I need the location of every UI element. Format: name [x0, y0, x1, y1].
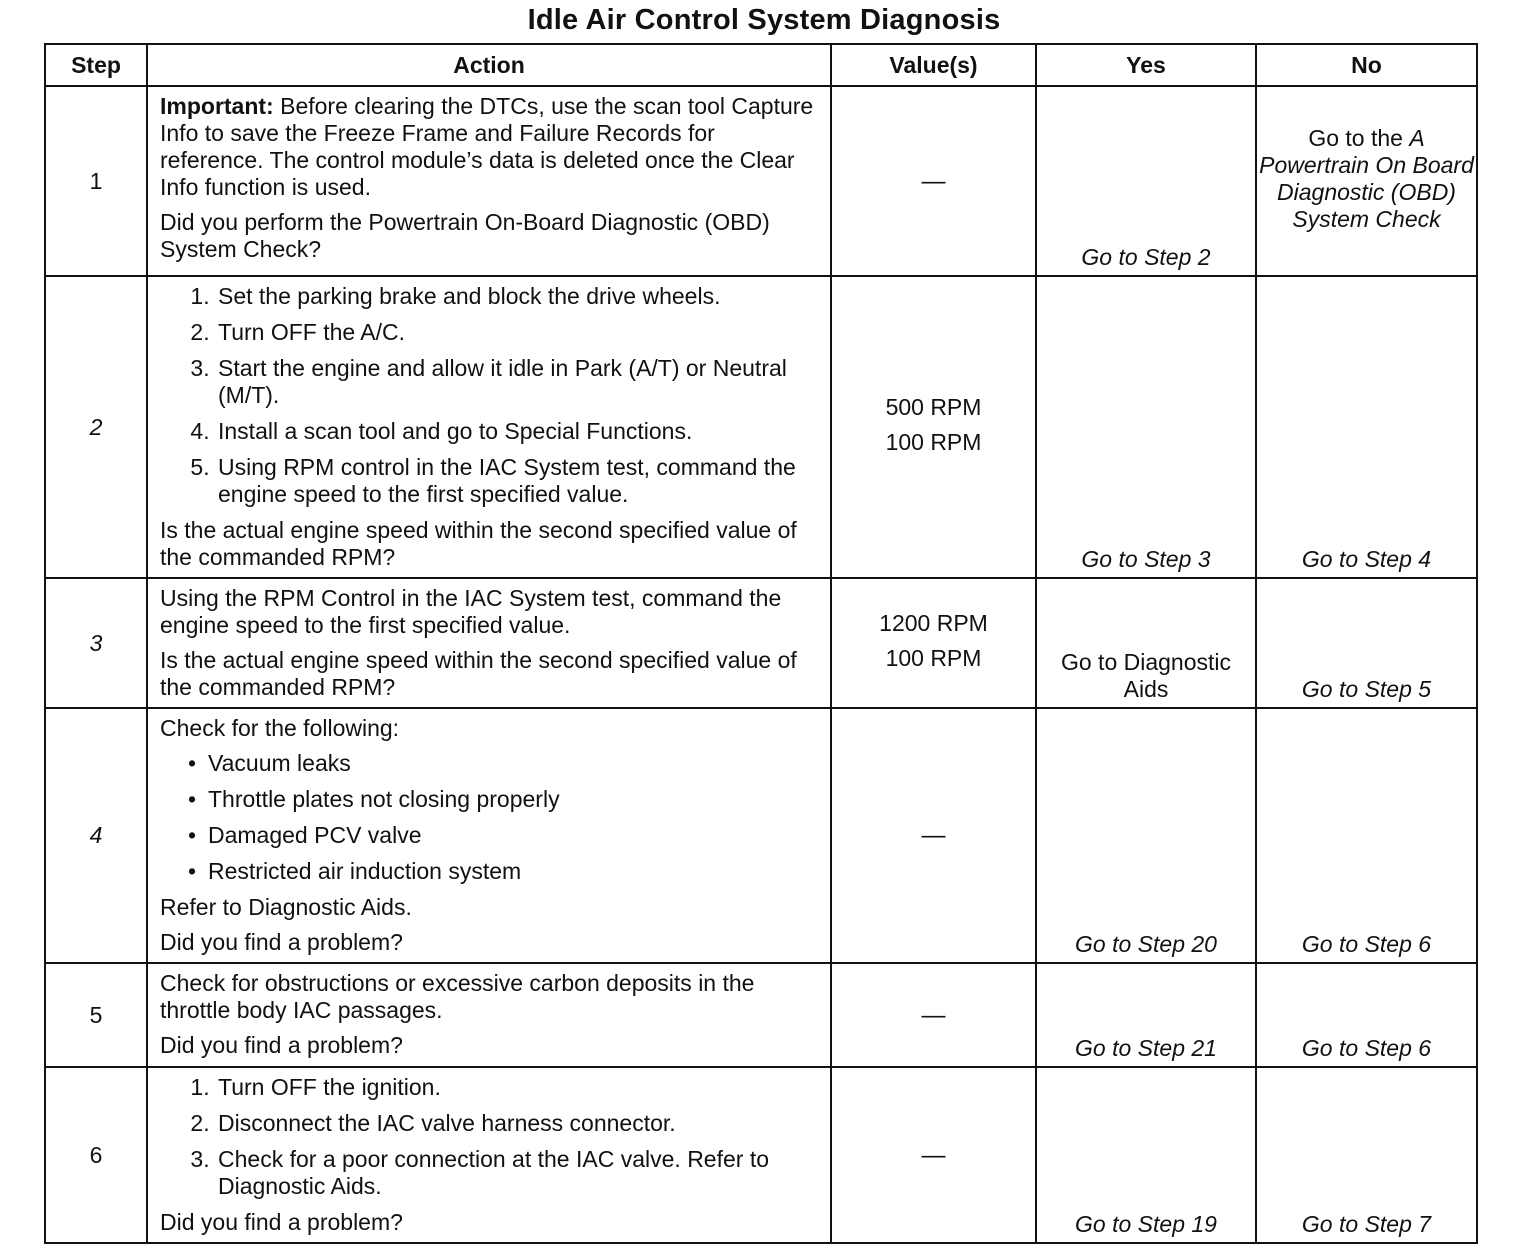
value-dash: — — [921, 1001, 946, 1029]
list-item: • Restricted air induction system — [208, 858, 816, 885]
value-dash: — — [921, 1141, 946, 1169]
header-yes: Yes — [1036, 44, 1256, 86]
important-label: Important: — [160, 93, 274, 119]
yes-cell — [1036, 86, 1256, 276]
header-row — [45, 44, 1477, 86]
action-text: Check for obstructions or excessive carbon deposits in the throttle body IAC passages. — [160, 970, 755, 1023]
refer-text: Refer to Diagnostic Aids. — [160, 894, 412, 920]
value-dash: — — [921, 822, 946, 849]
step-number: 6 — [45, 1067, 147, 1243]
question-text: Did you perform the Powertrain On-Board Diagnostic (OBD) System Check? — [160, 209, 770, 262]
list-item: 4. Install a scan tool and go to Special Functions. — [216, 418, 816, 445]
no-cell — [1256, 578, 1477, 708]
yes-cell — [1036, 963, 1256, 1067]
header-values: Value(s) — [831, 44, 1036, 86]
step-number: 5 — [45, 963, 147, 1067]
yes-result: Go to Step 3 — [1081, 546, 1211, 572]
table-row — [45, 578, 1477, 708]
no-result: Go to Step 6 — [1301, 931, 1432, 957]
question-text: Did you find a problem? — [160, 1209, 403, 1235]
yes-result: Go to Step 20 — [1075, 931, 1217, 957]
list-item: 2. Turn OFF the A/C. — [216, 319, 816, 346]
table-row — [45, 1067, 1477, 1243]
list-item: 5. Using RPM control in the IAC System test, command the engine speed to the first specified value. — [216, 454, 816, 508]
no-cell — [1256, 86, 1477, 276]
table-row — [45, 276, 1477, 578]
yes-result: Go to Step 21 — [1075, 1035, 1217, 1061]
header-no: No — [1256, 44, 1477, 86]
no-result: Go to Step 6 — [1301, 1035, 1432, 1061]
step-number: 3 — [45, 578, 147, 708]
yes-cell — [1036, 578, 1256, 708]
value-cell — [831, 1067, 1036, 1243]
header-step: Step — [45, 44, 147, 86]
no-result: Go to Step 7 — [1301, 1211, 1432, 1237]
page-title: Idle Air Control System Diagnosis — [527, 4, 1001, 36]
table-row — [45, 86, 1477, 276]
list-item: 1. Set the parking brake and block the drive wheels. — [216, 283, 816, 310]
list-item: • Damaged PCV valve — [208, 822, 816, 849]
table-row — [45, 963, 1477, 1067]
no-cell — [1256, 963, 1477, 1067]
no-result: Go to Step 5 — [1301, 676, 1432, 702]
no-cell — [1256, 1067, 1477, 1243]
list-item: 3. Check for a poor connection at the IAC valve. Refer to Diagnostic Aids. — [216, 1146, 816, 1200]
action-cell — [147, 578, 831, 708]
no-cell — [1256, 708, 1477, 963]
question-text: Is the actual engine speed within the second specified value of the commanded RPM? — [160, 517, 797, 570]
list-item: • Throttle plates not closing properly — [208, 786, 816, 813]
value-second: 100 RPM — [885, 645, 982, 671]
step-number: 2 — [45, 276, 147, 578]
no-cell — [1256, 276, 1477, 578]
procedure-list — [160, 283, 816, 508]
yes-result: Go to Step 2 — [1081, 244, 1211, 270]
question-text: Did you find a problem? — [160, 1032, 403, 1058]
action-text: Check for the following: — [160, 715, 400, 741]
value-cell — [831, 963, 1036, 1067]
yes-cell — [1036, 708, 1256, 963]
check-list — [160, 750, 816, 885]
header-action: Action — [147, 44, 831, 86]
step-number: 4 — [45, 708, 147, 963]
value-cell — [831, 276, 1036, 578]
list-item: 3. Start the engine and allow it idle in Park (A/T) or Neutral (M/T). — [216, 355, 816, 409]
diagnosis-table — [44, 43, 1478, 1244]
action-cell — [147, 86, 831, 276]
value-dash: — — [921, 167, 946, 195]
important-note — [160, 93, 816, 201]
action-cell — [147, 276, 831, 578]
list-item: • Vacuum leaks — [208, 750, 816, 777]
no-result-prefix: Go to the — [1308, 125, 1410, 151]
action-text: Using the RPM Control in the IAC System test, command the engine speed to the first specified value. — [160, 585, 782, 638]
question-text: Did you find a problem? — [160, 929, 403, 955]
value-cell — [831, 578, 1036, 708]
value-first: 500 RPM — [885, 394, 982, 420]
step-number: 1 — [45, 86, 147, 276]
action-cell — [147, 708, 831, 963]
list-item: 1. Turn OFF the ignition. — [216, 1074, 816, 1101]
yes-result: Go to Diagnostic Aids — [1060, 649, 1232, 702]
no-result-link: A Powertrain On Board Diagnostic (OBD) System Check — [1259, 125, 1474, 232]
procedure-list — [160, 1074, 816, 1200]
action-cell — [147, 1067, 831, 1243]
value-cell — [831, 708, 1036, 963]
list-item: 2. Disconnect the IAC valve harness connector. — [216, 1110, 816, 1137]
value-first: 1200 RPM — [879, 610, 988, 636]
no-result: Go to Step 4 — [1301, 546, 1432, 572]
value-cell — [831, 86, 1036, 276]
yes-result: Go to Step 19 — [1075, 1211, 1217, 1237]
yes-cell — [1036, 276, 1256, 578]
important-text: Before clearing the DTCs, use the scan tool Capture Info to save the Freeze Frame and Failure Records for reference. The control module’s data is deleted once the Clear Info function is used. — [160, 93, 814, 200]
question-text: Is the actual engine speed within the second specified value of the commanded RPM? — [160, 647, 797, 700]
value-second: 100 RPM — [885, 429, 982, 455]
yes-cell — [1036, 1067, 1256, 1243]
action-cell — [147, 963, 831, 1067]
table-row — [45, 708, 1477, 963]
